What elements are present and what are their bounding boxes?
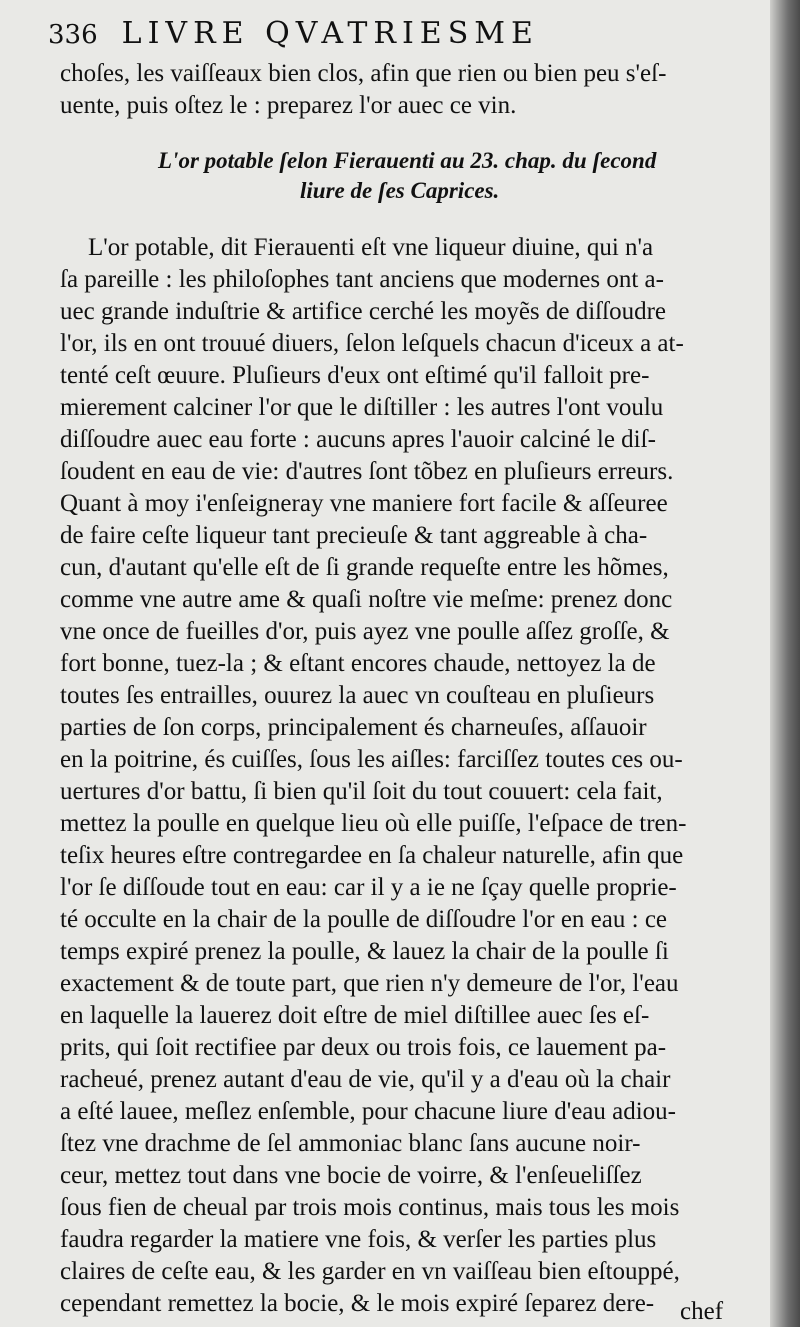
text-line: vne once de fueilles d'or, puis ayez vne poulle aſſez groſſe, & [60, 618, 670, 645]
text-line: prits, qui ſoit rectifiee par deux ou trois fois, ce lauement pa- [60, 1034, 667, 1061]
running-title: LIVRE QVATRIESME [121, 16, 539, 51]
running-head [48, 14, 748, 55]
text-line: uertures d'or battu, ſi bien qu'il ſoit du tout couuert: cela fait, [60, 778, 663, 805]
text-line: tenté ceſt œuure. Pluſieurs d'eux ont eſtimé qu'il falloit pre- [60, 362, 650, 389]
text-line: a eſté lauee, meſlez enſemble, pour chacune liure d'eau adiou- [60, 1098, 677, 1125]
text-line: Quant à moy i'enſeigneray vne maniere fort facile & aſſeuree [60, 490, 668, 517]
text-line: uente, puis oſtez le : preparez l'or auec ce vin. [60, 92, 517, 119]
text-line: ſtez vne drachme de ſel ammoniac blanc ſans aucune noir- [60, 1130, 641, 1157]
section-heading-line: L'or potable ſelon Fierauenti au 23. chap. du ſecond [158, 148, 657, 173]
text-line: claires de ceſte eau, & les garder en vn vaiſſeau bien eſtouppé, [60, 1258, 680, 1285]
text-line: ſous fien de cheual par trois mois continus, mais tous les mois [60, 1194, 680, 1221]
text-line: toutes ſes entrailles, ouurez la auec vn couſteau en pluſieurs [60, 682, 655, 709]
text-line: l'or, ils en ont trouué diuers, ſelon leſquels chacun d'iceux a at- [60, 330, 684, 357]
text-line: racheué, prenez autant d'eau de vie, qu'il y a d'eau où la chair [60, 1066, 671, 1093]
text-line: teſix heures eſtre contregardee en ſa chaleur naturelle, afin que [60, 842, 684, 869]
text-line: ceur, mettez tout dans vne bocie de voirre, & l'enſeueliſſez [60, 1162, 642, 1189]
text-line: L'or potable, dit Fierauenti eſt vne liqueur diuine, qui n'a [88, 234, 654, 261]
text-line: de faire ceſte liqueur tant precieuſe & tant aggreable à cha- [60, 522, 648, 549]
text-line: cependant remettez la bocie, & le mois expiré ſeparez dere- [60, 1290, 655, 1317]
text-line: cun, d'autant qu'elle eſt de ſi grande requeſte entre les hõmes, [60, 554, 669, 581]
text-line: en la poitrine, és cuiſſes, ſous les aiſles: farciſſez toutes ces ou- [60, 746, 683, 773]
text-line: l'or ſe diſſoude tout en eau: car il y a ie ne ſçay quelle proprie- [60, 874, 677, 901]
text-line: uec grande induſtrie & artifice cerché les moyẽs de diſſoudre [60, 298, 666, 325]
text-line: mierement calciner l'or que le diſtiller : les autres l'ont voulu [60, 394, 664, 421]
section-heading-line: liure de ſes Caprices. [300, 178, 500, 203]
text-line: en laquelle la lauerez doit eſtre de miel diſtillee auec ſes eſ- [60, 1002, 650, 1029]
catchword: chef [680, 1298, 724, 1325]
text-line: ſoudent en eau de vie: d'autres ſont tõbez en pluſieurs erreurs. [60, 458, 674, 485]
text-line: mettez la poulle en quelque lieu où elle puiſſe, l'eſpace de tren- [60, 810, 687, 837]
text-line: fort bonne, tuez-la ; & eſtant encores chaude, nettoyez la de [60, 650, 656, 677]
text-line: comme vne autre ame & quaſi noſtre vie meſme: prenez donc [60, 586, 673, 613]
text-line: exactement & de toute part, que rien n'y demeure de l'or, l'eau [60, 970, 679, 997]
text-line: té occulte en la chair de la poulle de diſſoudre l'or en eau : ce [60, 906, 668, 933]
book-gutter-shadow [770, 0, 800, 1327]
text-line: choſes, les vaiſſeaux bien clos, afin que rien ou bien peu s'eſ- [60, 60, 667, 87]
text-line: diſſoudre auec eau forte : aucuns apres l'auoir calciné le diſ- [60, 426, 656, 453]
text-line: ſa pareille : les philoſophes tant anciens que modernes ont a- [60, 266, 664, 293]
page-number: 336 [48, 20, 98, 50]
text-line: parties de ſon corps, principalement és charneuſes, aſſauoir [60, 714, 647, 741]
text-line: faudra regarder la matiere vne fois, & verſer les parties plus [60, 1226, 657, 1253]
text-line: temps expiré prenez la poulle, & lauez la chair de la poulle ſi [60, 938, 669, 965]
